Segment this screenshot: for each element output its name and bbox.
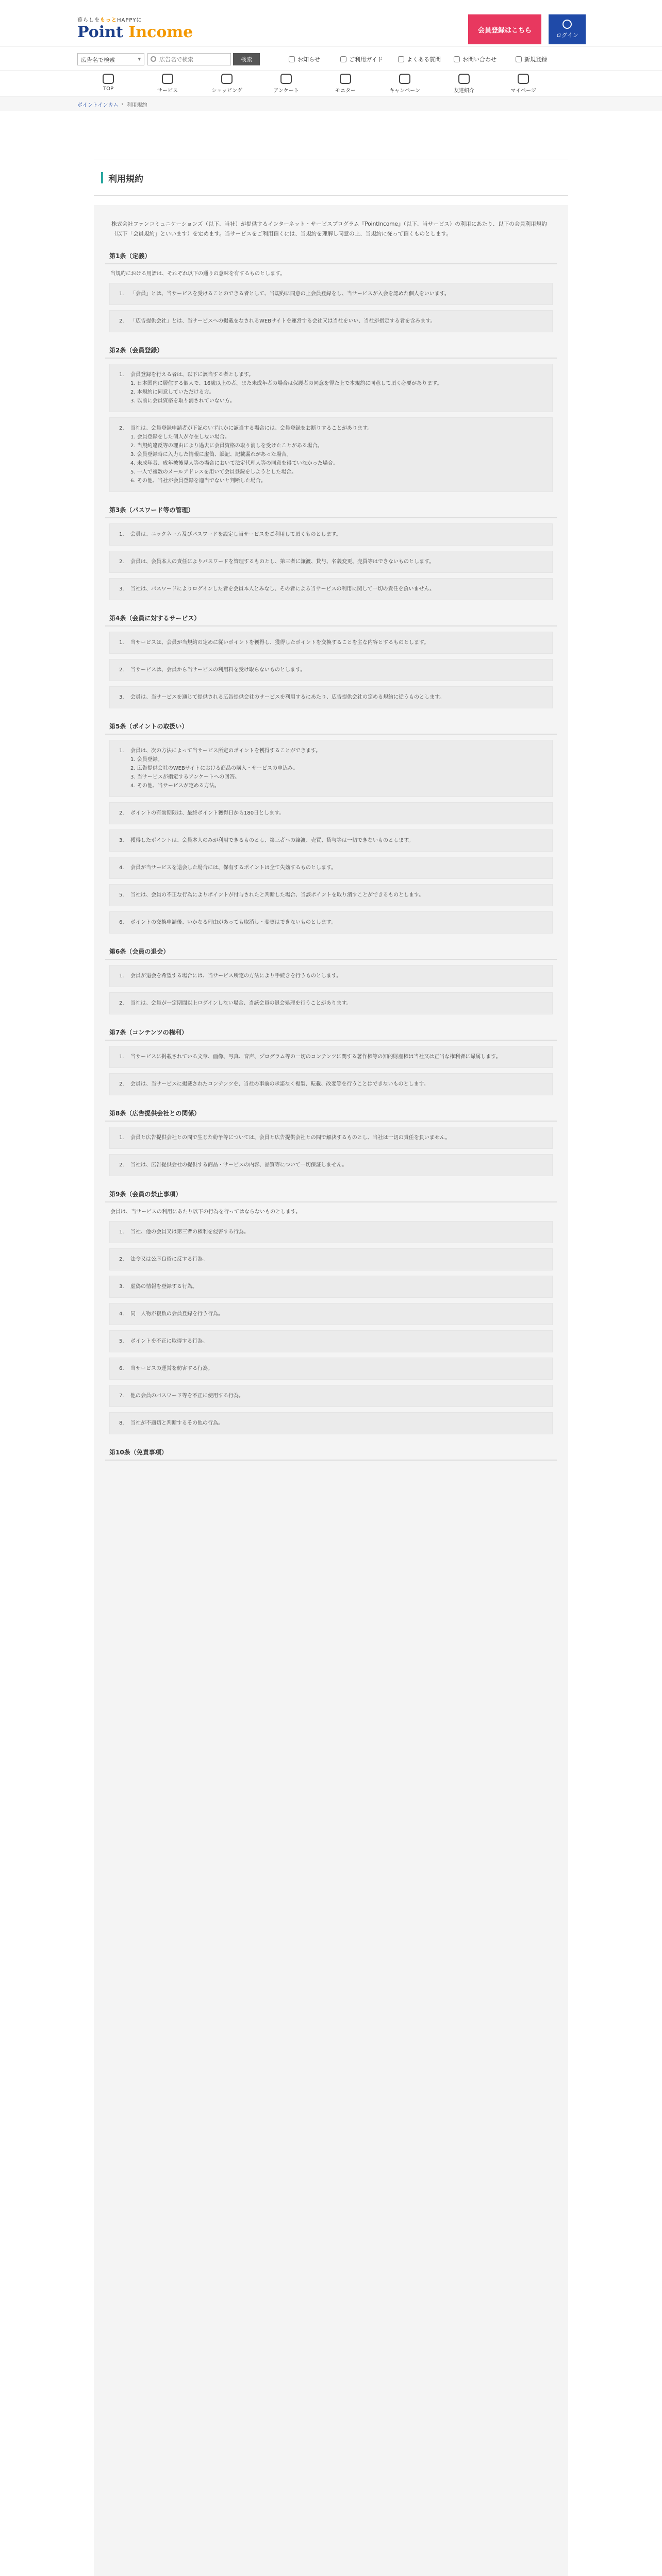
article-item: [109, 1046, 553, 1068]
main-nav: [0, 70, 662, 97]
article-number: 4.: [119, 865, 124, 871]
nav-top[interactable]: TOP: [85, 74, 131, 92]
breadcrumb: [0, 97, 662, 111]
article-text: 当社は、広告提供会社の提供する商品・サービスの内容、品質等について一切保証しません。: [130, 1162, 347, 1168]
pen-icon: [516, 56, 522, 62]
article-item: [109, 686, 553, 708]
article-text: 会員は、次の方法によって当サービス所定のポイントを獲得することができます。 1. 会員登録。 2. 広告提供会社のWEBサイトにおける商品の購入・サービスの申込み。 3. 当サービスが指定するアンケートへの回答。 4. その他、当サービスが定める方法。: [130, 748, 321, 789]
guide-link[interactable]: ご利用ガイド: [340, 55, 383, 63]
nav-friend[interactable]: 友達紹介: [441, 74, 487, 94]
article-item: [109, 1412, 553, 1434]
article-item: [109, 1358, 553, 1380]
article-text: 会員が当サービスを退会した場合には、保有するポイントは全て失効するものとします。: [130, 865, 337, 871]
article-number: 4.: [119, 1311, 124, 1317]
question-icon: [398, 56, 404, 62]
search-button[interactable]: 検索: [233, 53, 260, 65]
article-number: 2.: [119, 1162, 124, 1168]
article-number: 8.: [119, 1420, 124, 1426]
article-item: [109, 1385, 553, 1407]
article-text: 当社は、会員が一定期間以上ログインしない場合、当該会員の退会処理を行うことがあります。: [130, 1001, 352, 1006]
article-number: 1.: [119, 973, 124, 979]
search-category-select[interactable]: 広告名で検索 ▾: [77, 53, 144, 65]
article-text: 会員は、当サービスに掲載されたコンテンツを、当社の事前の承諾なく複製、転載、改変等を行うことはできないものとします。: [130, 1081, 429, 1087]
article-text: 虚偽の情報を登録する行為。: [130, 1284, 197, 1290]
article-number: 1.: [119, 1229, 124, 1235]
article-number: 3.: [119, 586, 124, 592]
article-number: 1.: [119, 291, 124, 297]
nav-monitor[interactable]: モニター: [322, 74, 369, 94]
chapter-section: [105, 343, 557, 492]
article-text: 「広告提供会社」とは、当サービスへの掲載をなされるWEBサイトを運営する会社又は当社をいい、当社が指定する者を含みます。: [130, 318, 436, 324]
article-text: 当社、他の会員又は第三者の権利を侵害する行為。: [130, 1229, 249, 1235]
breadcrumb-home[interactable]: ポイントインカム: [77, 102, 119, 108]
article-item: [109, 1073, 553, 1095]
article-item: [109, 740, 553, 797]
chapter-section: [105, 1445, 557, 1461]
chapter-section: [105, 611, 557, 708]
article-text: 当サービスは、会員から当サービスの利用料を受け取らないものとします。: [130, 667, 306, 673]
article-text: ポイントを不正に取得する行為。: [130, 1338, 208, 1344]
article-item: [109, 1154, 553, 1176]
breadcrumb-separator: ›: [121, 101, 124, 107]
home-icon: [103, 74, 114, 84]
chapter-lead: 当規約における用語は、それぞれ以下の通りの意味を有するものとします。: [110, 271, 286, 277]
chapter-title: 第3条（パスワード等の管理）: [105, 502, 557, 518]
signup-button[interactable]: 会員登録はこちら: [468, 14, 541, 44]
mail-icon: [454, 56, 460, 62]
article-text: 会員は、当サービスを通じて提供される広告提供会社のサービスを利用するにあたり、広告提供会社の定める規約に従うものとします。: [130, 694, 445, 700]
nav-campaign[interactable]: キャンペーン: [382, 74, 428, 94]
article-number: 2.: [119, 1001, 124, 1006]
article-item: [109, 992, 553, 1014]
article-number: 7.: [119, 1393, 124, 1399]
news-link[interactable]: お知らせ: [289, 55, 320, 63]
article-text: 会員と広告提供会社との間で生じた紛争等については、会員と広告提供会社との間で解決するものとし、当社は一切の責任を負いません。: [130, 1135, 451, 1141]
article-number: 2.: [119, 1257, 124, 1262]
article-item: [109, 364, 553, 412]
chapter-title: 第9条（会員の禁止事項）: [105, 1187, 557, 1202]
article-text: 当サービスは、会員が当規約の定めに従いポイントを獲得し、獲得したポイントを交換することを主な内容とするものとします。: [130, 640, 429, 646]
article-number: 6.: [119, 1366, 124, 1371]
article-text: 会員は、ニックネーム及びパスワードを設定し当サービスをご利用して頂くものとします。: [130, 532, 341, 537]
article-number: 3.: [119, 838, 124, 843]
login-label: ログイン: [556, 32, 578, 39]
article-item: [109, 1221, 553, 1243]
article-number: 5.: [119, 1338, 124, 1344]
terms-content: [94, 205, 568, 2576]
logo-text: Point Income: [77, 23, 193, 41]
survey-icon: [280, 74, 292, 84]
article-item: [109, 829, 553, 852]
article-item: [109, 1303, 553, 1325]
chapter-title: 第10条（免責事項）: [105, 1445, 557, 1461]
title-accent: [101, 172, 103, 183]
breadcrumb-current: 利用規約: [126, 102, 147, 108]
chapter-list: [105, 248, 557, 1461]
chapter-title: 第7条（コンテンツの権利）: [105, 1025, 557, 1041]
page-title-bar: [94, 160, 568, 196]
article-text: 会員は、会員本人の責任によりパスワードを管理するものとし、第三者に譲渡、貸与、名義変更、売買等はできないものとします。: [130, 559, 435, 565]
article-item: [109, 632, 553, 654]
chapter-title: 第4条（会員に対するサービス）: [105, 611, 557, 626]
chapter-title: 第2条（会員登録）: [105, 343, 557, 359]
chapter-section: [105, 1106, 557, 1176]
article-number: 2.: [119, 318, 124, 324]
monitor-icon: [340, 74, 351, 84]
article-item: [109, 884, 553, 906]
bell-icon: [289, 56, 295, 62]
chapter-section: [105, 944, 557, 1014]
service-icon: [162, 74, 173, 84]
article-text: 当社は、会員の不正な行為によりポイントが付与されたと判断した場合、当該ポイントを取り消すことができるものとします。: [130, 892, 424, 898]
article-item: [109, 659, 553, 681]
article-item: [109, 417, 553, 492]
register-link[interactable]: 新規登録: [516, 55, 547, 63]
contact-link[interactable]: お問い合わせ: [454, 55, 496, 63]
campaign-icon: [399, 74, 410, 84]
chapter-section: [105, 1025, 557, 1095]
article-item: [109, 911, 553, 934]
article-number: 1.: [119, 748, 124, 754]
friend-icon: [458, 74, 470, 84]
article-text: 会員が退会を希望する場合には、当サービス所定の方法により手続きを行うものとします。: [130, 973, 342, 979]
article-item: [109, 1276, 553, 1298]
article-number: 5.: [119, 892, 124, 898]
chapter-section: [105, 1187, 557, 1434]
article-number: 2.: [119, 559, 124, 565]
article-text: 同一人物が複数の会員登録を行う行為。: [130, 1311, 223, 1317]
article-number: 3.: [119, 694, 124, 700]
article-text: 獲得したポイントは、会員本人のみが利用できるものとし、第三者への譲渡、売買、貸与等は一切できないものとします。: [130, 838, 414, 843]
article-text: 会員登録を行える者は、以下に該当する者とします。 1. 日本国内に居住する個人で、16歳以上の者。また未成年者の場合は保護者の同意を得た上で本規約に同意して頂く必要があります。 2. 本規約に同意していただける方。 3. 以前に会員資格を取り消されていない方。: [130, 372, 442, 404]
chapter-title: 第8条（広告提供会社との関係）: [105, 1106, 557, 1122]
search-icon: [151, 56, 156, 62]
article-text: 他の会員のパスワード等を不正に使用する行為。: [130, 1393, 244, 1399]
nav-mypage[interactable]: マイページ: [500, 74, 547, 94]
chapter-title: 第6条（会員の退会）: [105, 944, 557, 960]
book-icon: [340, 56, 346, 62]
article-item: [109, 1248, 553, 1270]
nav-service[interactable]: サービス: [144, 74, 191, 94]
article-item: [109, 551, 553, 573]
chapter-section: [105, 719, 557, 934]
article-number: 1.: [119, 1054, 124, 1060]
article-number: 3.: [119, 1284, 124, 1290]
cart-icon: [221, 74, 233, 84]
article-text: 当サービスに掲載されている文章、画像、写真、音声、プログラム等の一切のコンテンツに関する著作権等の知的財産権は当社又は正当な権利者に帰属します。: [130, 1054, 501, 1060]
article-number: 6.: [119, 920, 124, 925]
nav-shopping[interactable]: ショッピング: [204, 74, 250, 94]
article-number: 1.: [119, 372, 124, 378]
article-text: 当社が不適切と判断するその他の行為。: [130, 1420, 223, 1426]
article-item: [109, 523, 553, 546]
article-number: 2.: [119, 667, 124, 673]
article-item: [109, 857, 553, 879]
article-text: 当サービスの運営を妨害する行為。: [130, 1366, 213, 1371]
terms-intro: 株式会社ファンコミュニケーションズ（以下、当社）が提供するインターネット・サービスプログラム『PointIncome』（以下、当サービス）の利用にあたり、以下の会員利用規約（以下「会員規約」といいます）を定めます。当サービスをご利用頂くには、当規約を理解し同意の上、当規約に従って頂くものとします。: [111, 221, 547, 237]
article-number: 2.: [119, 1081, 124, 1087]
top-bar: [0, 0, 662, 46]
article-text: ポイントの有効期限は、最終ポイント獲得日から180日とします。: [130, 810, 285, 816]
article-number: 1.: [119, 532, 124, 537]
search-input[interactable]: [147, 53, 231, 65]
login-button[interactable]: [549, 14, 586, 44]
article-item: [109, 283, 553, 305]
article-text: ポイントの交換申請後、いかなる理由があっても取消し・変更はできないものとします。: [130, 920, 337, 925]
article-item: [109, 578, 553, 600]
logo[interactable]: [77, 15, 193, 41]
article-item: [109, 310, 553, 332]
page-title: 利用規約: [108, 174, 143, 184]
logo-tagline: 暮らしをもっとHAPPYに: [77, 18, 142, 23]
article-text: 「会員」とは、当サービスを受けることのできる者として、当規約に同意の上会員登録をし、当サービスが入会を認めた個人をいいます。: [130, 291, 450, 297]
article-text: 当社は、会員登録申請者が下記のいずれかに該当する場合には、会員登録をお断りすることがあります。 1. 会員登録をした個人が存在しない場合。 2. 当規約違反等の理由により過去に会員資格の取り消しを受けたことがある場合。 3. 会員登録時に入力した情報に虚偽、誤記、記載漏れがあった場合。 4. 未成年者、成年被後見人等の場合において法定代理人等の同意を得ていなかった場合。 5. 一人で複数のメールアドレスを用いて会員登録をしようとした場合。 6. その他、当社が会員登録を適当でないと判断した場合。: [130, 426, 373, 484]
chapter-title: 第5条（ポイントの取扱い）: [105, 719, 557, 735]
chapter-lead: 会員は、当サービスの利用にあたり以下の行為を行ってはならないものとします。: [110, 1209, 301, 1215]
article-text: 当社は、パスワードによりログインした者を会員本人とみなし、その者による当サービスの利用に関して一切の責任を負いません。: [130, 586, 435, 592]
chapter-section: [105, 248, 557, 332]
article-item: [109, 802, 553, 824]
article-item: [109, 1127, 553, 1149]
search-row: [0, 46, 662, 70]
chapter-title: 第1条（定義）: [105, 248, 557, 264]
article-number: 1.: [119, 1135, 124, 1141]
article-number: 1.: [119, 640, 124, 646]
article-item: [109, 965, 553, 987]
mypage-icon: [518, 74, 529, 84]
article-number: 2.: [119, 810, 124, 816]
user-icon: [562, 20, 572, 29]
article-number: 2.: [119, 426, 124, 431]
chapter-section: [105, 502, 557, 600]
faq-link[interactable]: よくある質問: [398, 55, 441, 63]
article-item: [109, 1330, 553, 1352]
nav-survey[interactable]: アンケート: [263, 74, 309, 94]
article-text: 法令又は公序良俗に反する行為。: [130, 1257, 208, 1262]
